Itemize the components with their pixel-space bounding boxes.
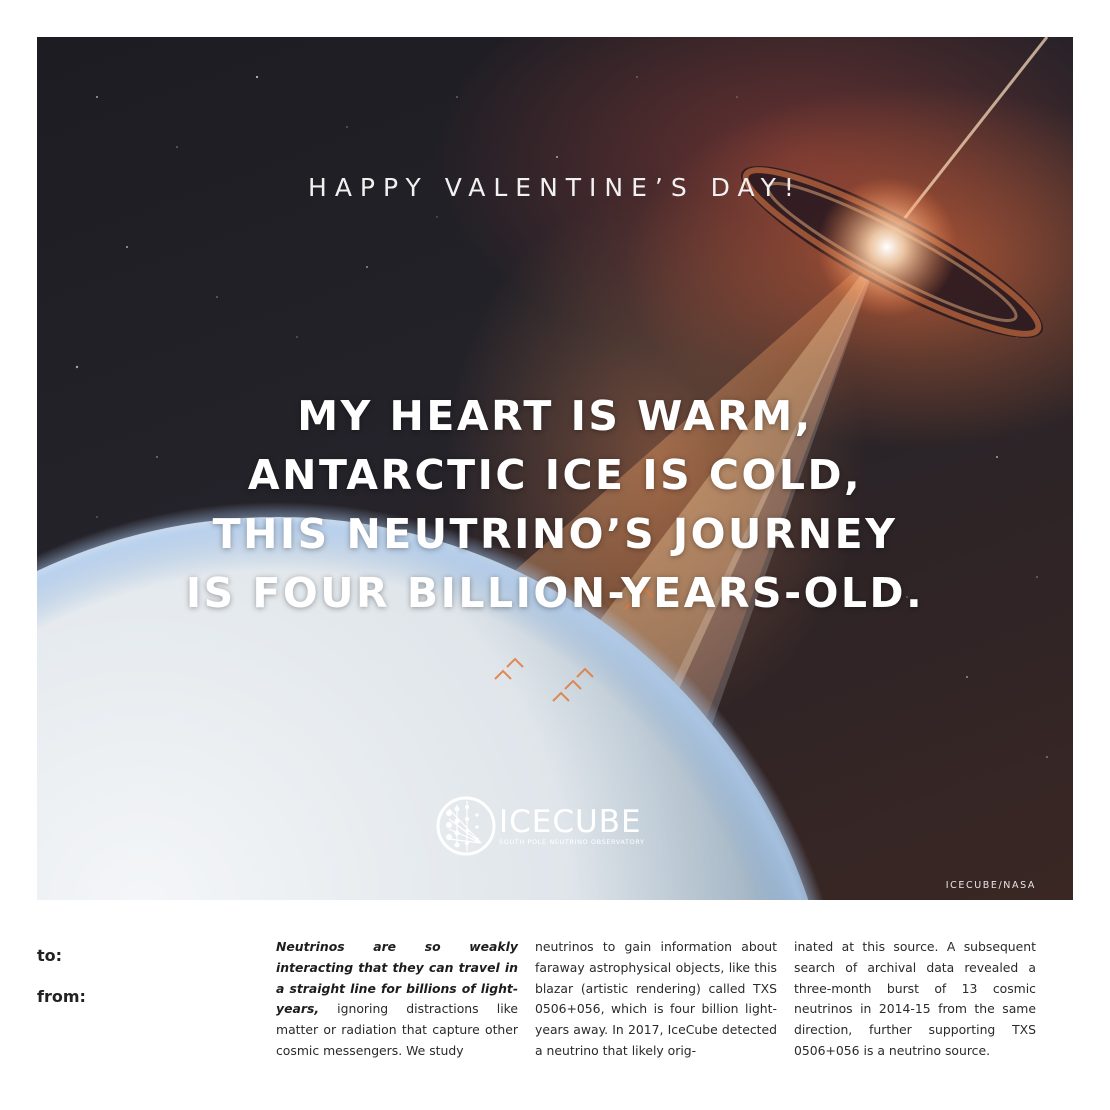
poem-line: MY HEART IS WARM, <box>297 392 813 440</box>
body-text: ignoring distractions like matter or radiation that capture other cosmic messengers. We study <box>276 1001 518 1058</box>
image-credit: ICECUBE/NASA <box>945 880 1036 891</box>
icecube-detector-icon <box>435 795 497 857</box>
card-image <box>37 37 1073 900</box>
body-column-1 <box>276 937 518 1062</box>
poem-line: IS FOUR BILLION-YEARS-OLD. <box>185 569 925 617</box>
body-column-3: inated at this source. A subsequent search of archival data revealed a three-month burst of 13 cosmic neutrinos in 2014-15 from the same direction, further supporting TXS 0506+056 is a neutrino source. <box>794 939 1036 1058</box>
poem <box>37 387 1073 623</box>
logo-tagline: SOUTH POLE NEUTRINO OBSERVATORY <box>499 838 645 846</box>
logo-wordmark: ICECUBE <box>499 804 642 840</box>
body-lead-text: Neutrinos are so weakly interacting that they can travel in a straight line for billions of light-years, <box>276 939 518 1017</box>
body-column-2: neutrinos to gain information about faraway astrophysical objects, like this blazar (artistic rendering) called TXS 0506+056, which is four billion light-years away. In 2017, IceCube detected a neutrino that likely orig- <box>535 939 777 1058</box>
poem-line: THIS NEUTRINO’S JOURNEY <box>212 510 898 558</box>
greeting-title: HAPPY VALENTINE’S DAY! <box>308 173 802 202</box>
from-label: from: <box>37 987 86 1006</box>
to-label: to: <box>37 946 63 965</box>
icecube-logo <box>435 795 645 857</box>
poem-line: ANTARCTIC ICE IS COLD, <box>247 451 863 499</box>
